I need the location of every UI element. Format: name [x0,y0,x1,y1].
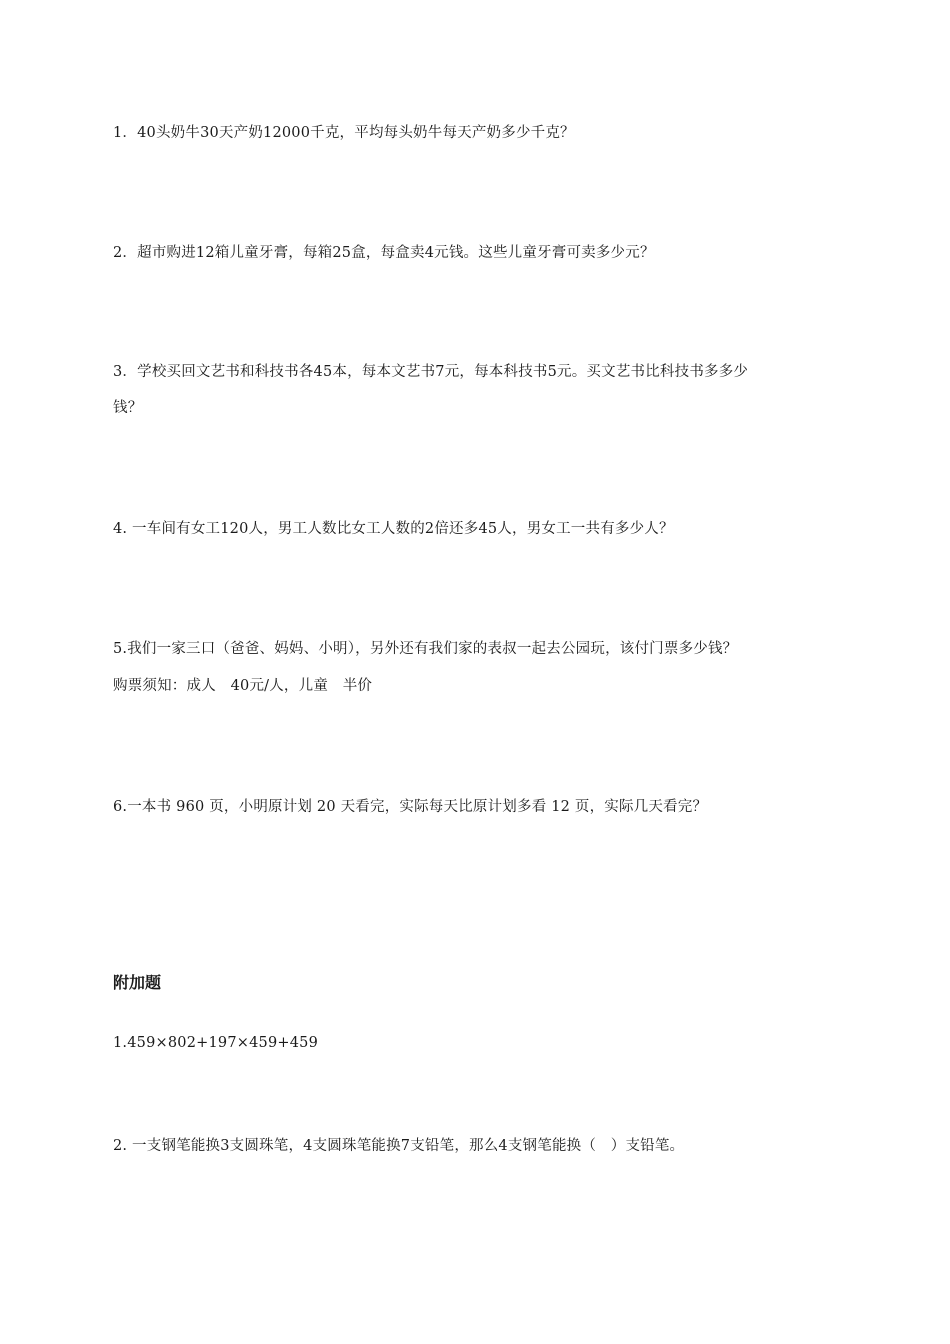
problem-2: 2．超市购进12箱儿童牙膏，每箱25盒，每盒卖4元钱。这些儿童牙膏可卖多少元？ [113,245,655,261]
problem-3: 3．学校买回文艺书和科技书各45本，每本文艺书7元，每本科技书5元。买文艺书比科技书多多少 [113,364,749,380]
problem-5: 5.我们一家三口（爸爸、妈妈、小明），另外还有我们家的表叔一起去公园玩，该付门票多少钱？ [113,641,738,657]
bonus-problem-2: 2. 一支钢笔能换3支圆珠笔，4支圆珠笔能换7支铅笔，那么4支钢笔能换（ ）支铅笔。 [113,1138,685,1154]
bonus-section-title: 附加题 [113,973,162,992]
problem-3-continued: 钱？ [113,400,143,416]
problem-6: 6.一本书 960 页，小明原计划 20 天看完，实际每天比原计划多看 12 页，实际几天看完？ [113,799,708,815]
problem-1: 1．40头奶牛30天产奶12000千克，平均每头奶牛每天产奶多少千克？ [113,125,575,141]
problem-5-ticket-note: 购票须知：成人 40元/人，儿童 半价 [113,678,373,694]
bonus-problem-1: 1.459×802+197×459+459 [113,1035,319,1051]
problem-4: 4. 一车间有女工120人，男工人数比女工人数的2倍还多45人，男女工一共有多少人？ [113,521,674,537]
